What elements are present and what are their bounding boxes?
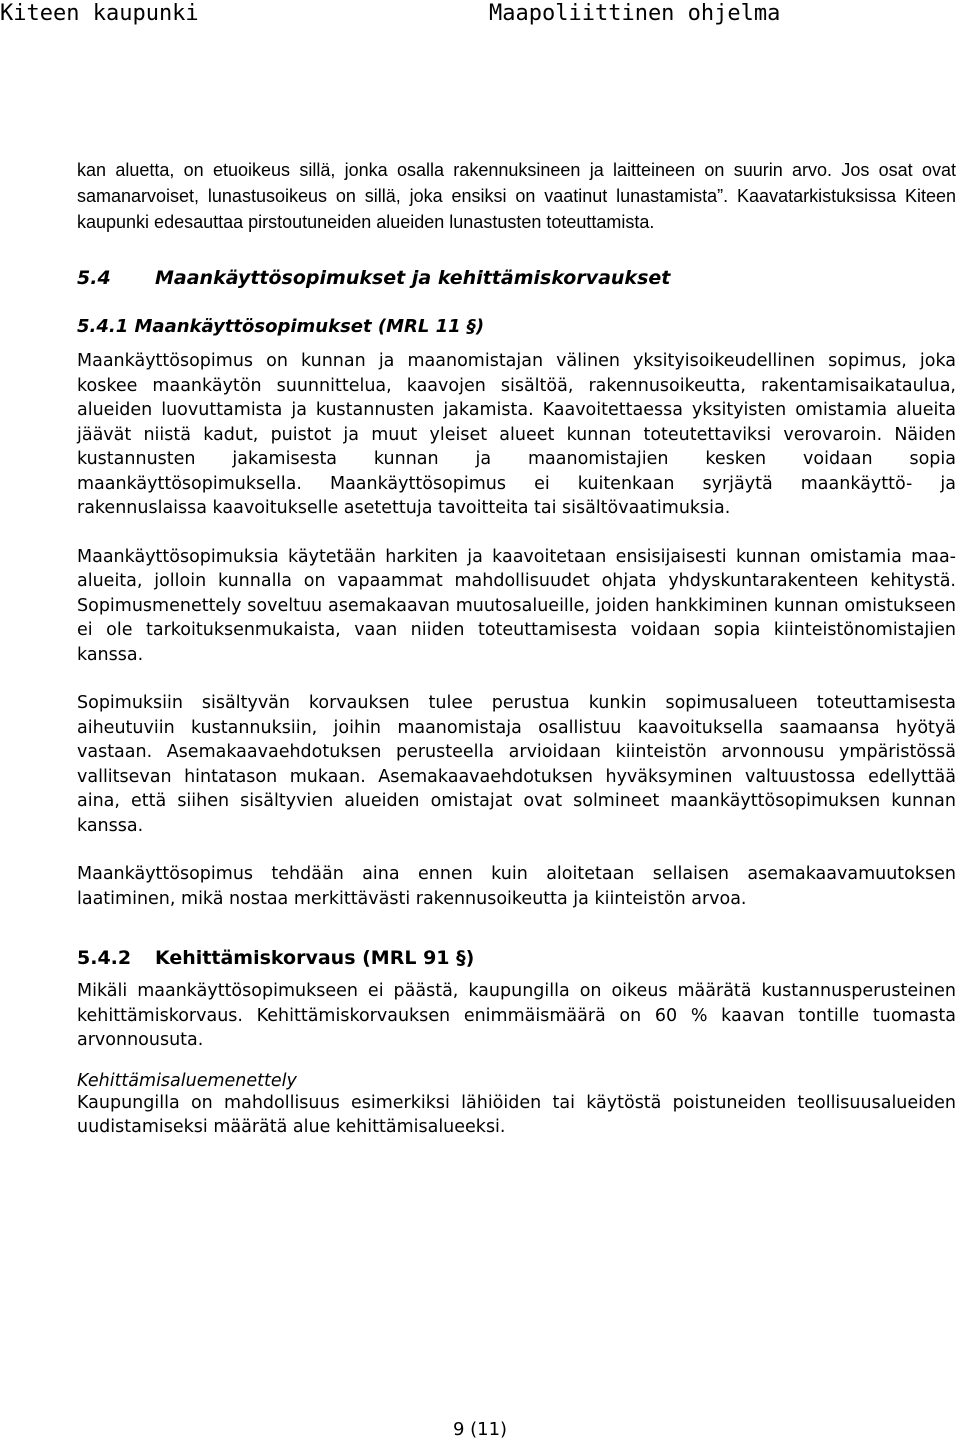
document-body (77, 157, 956, 1140)
header-organization: Kiteen kaupunki (0, 1, 199, 26)
header-document-title: Maapoliittinen ohjelma (489, 1, 781, 26)
page-header (0, 0, 960, 30)
intro-paragraph: kan aluetta, on etuoikeus sillä, jonka osalla rakennuksineen ja laitteineen on suurin arvo. Jos osat ovat samanarvoiset, lunastusoikeus on sillä, joka ensiksi on vaatinut lunastamista”. Kaavatarkistuksissa Kiteen kaupunki edesauttaa pirstoutuneiden alueiden lunastusten toteuttamista. (77, 160, 956, 232)
section-number: 5.4 (77, 267, 111, 289)
paragraph: Kaupungilla on mahdollisuus esimerkiksi lähiöiden tai käytöstä poistuneiden teollisuusalueiden uudistamiseksi määrätä alue kehittämisalueeksi. (77, 1092, 956, 1137)
paragraph: Maankäyttösopimus on kunnan ja maanomistajan välinen yksityisoikeudellinen sopimus, joka koskee maankäytön suunnittelua, kaavojen sisältöä, rakennusoikeutta, rakentamisaikataulua, alueiden luovuttamista ja kustannusten jakamista. Kaavoitettaessa yksityisten omistamia alueita jäävät niistä kadut, puistot ja muut yleiset alueet kunnan toteutettaviksi verovaroin. Näiden kustannusten jakamisesta kunnan ja maanomistajien kesken voidaan sopia maankäyttösopimuksella. Maankäyttösopimus ei kuitenkaan syrjäytä maankäyttö- ja rakennuslaissa kaavoitukselle asetettuja tavoitteita tai sisältövaatimuksia. (77, 351, 956, 518)
subsection-heading-5-4-1: 5.4.1 Maankäyttösopimukset (MRL 11 §) (77, 316, 485, 337)
paragraph: Maankäyttösopimuksia käytetään harkiten ja kaavoitetaan ensisijaisesti kunnan omistamia maa-alueita, jolloin kunnalla on vapaammat mahdollisuudet ohjata yhdyskuntarakenteen kehitystä. Sopimusmenettely soveltuu asemakaavan muutosalueille, joiden hankkiminen kunnan omistukseen ei ole tarkoituksenmukaista, vaan niiden toteuttamisesta voidaan sopia kiinteistönomistajien kanssa. (77, 546, 956, 665)
paragraph: Maankäyttösopimus tehdään aina ennen kuin aloitetaan sellaisen asemakaavamuutoksen laatiminen, mikä nostaa merkittävästi rakennusoikeutta ja kiinteistön arvoa. (77, 864, 956, 909)
section-heading (77, 267, 956, 289)
subsection-number: 5.4.2 (77, 947, 132, 969)
page-number: 9 (11) (452, 1419, 508, 1440)
section-title: Maankäyttösopimukset ja kehittämiskorvaukset (155, 267, 671, 289)
paragraph: Mikäli maankäyttösopimukseen ei päästä, kaupungilla on oikeus määrätä kustannusperusteinen kehittämiskorvaus. Kehittämiskorvauksen enimmäismäärä on 60 % kaavan tontille tuomasta arvonnousuta. (77, 981, 956, 1050)
subsection-heading-5-4-2 (77, 947, 956, 969)
paragraph: Sopimuksiin sisältyvän korvauksen tulee perustua kunkin sopimusalueen toteuttamisesta aiheutuviin kustannuksiin, joihin maanomistaja osallistuu kaavoituksella saamaansa hyötyä vastaan. Asemakaavaehdotuksen perusteella arvioidaan kiinteistön arvonnousu ympäristössä vallitsevan hintatason mukaan. Asemakaavaehdotuksen hyväksyminen valtuustossa edellyttää aina, että siihen sisältyvien alueiden omistajat ovat solmineet maankäyttösopimuksen kunnan kanssa. (77, 693, 956, 836)
italic-subheading: Kehittämisaluemenettely (77, 1070, 297, 1091)
subsection-title: Kehittämiskorvaus (MRL 91 §) (155, 947, 475, 969)
